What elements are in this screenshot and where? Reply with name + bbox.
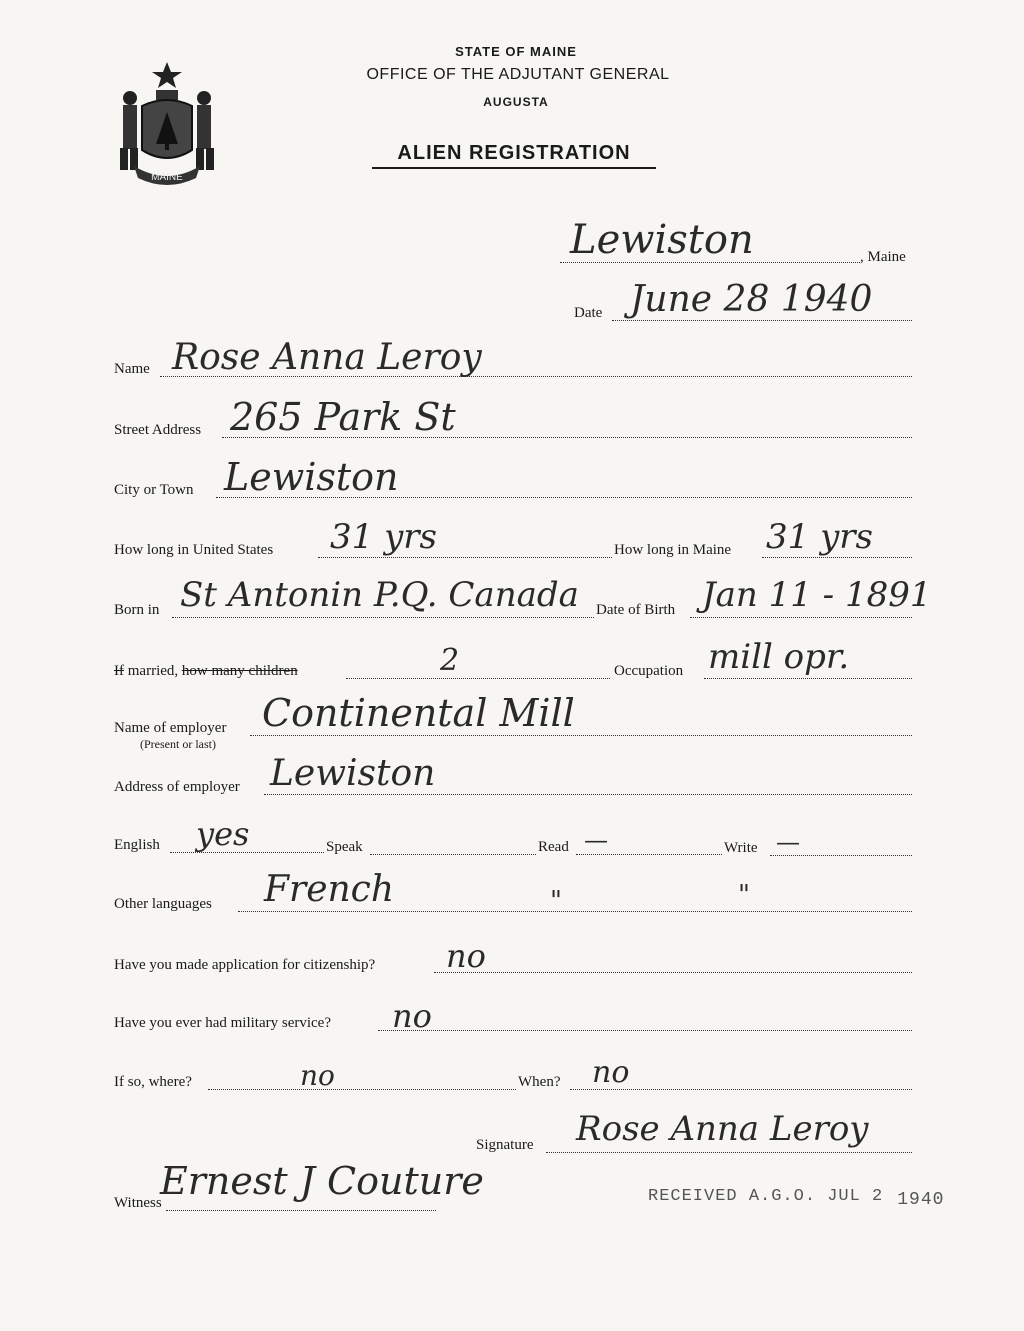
married-line xyxy=(346,678,610,679)
signature-line xyxy=(546,1152,912,1153)
us-value: 31 yrs xyxy=(330,517,437,557)
read-line xyxy=(576,854,722,855)
write-label: Write xyxy=(724,840,758,856)
married-label xyxy=(114,663,298,680)
place-suffix: , Maine xyxy=(860,249,906,265)
speak-label: Speak xyxy=(326,839,363,855)
occupation-value: mill opr. xyxy=(708,637,850,677)
read-value: — xyxy=(584,826,608,854)
employer-address-value: Lewiston xyxy=(270,753,436,794)
citizenship-line xyxy=(434,972,912,973)
dob-label: Date of Birth xyxy=(596,602,676,618)
employer-address-label: Address of employer xyxy=(114,779,240,795)
born-line xyxy=(172,617,594,618)
other-languages-line xyxy=(238,911,912,912)
employer-label: Name of employer xyxy=(114,720,227,736)
street-label: Street Address xyxy=(114,422,202,438)
military-line xyxy=(378,1030,912,1031)
write-value: — xyxy=(776,828,800,856)
header-state: STATE OF MAINE xyxy=(455,44,577,59)
born-label: Born in xyxy=(114,602,160,618)
witness-label: Witness xyxy=(114,1195,162,1211)
when-label: When? xyxy=(518,1074,561,1090)
title-underline xyxy=(372,167,656,169)
other-languages-read: " xyxy=(550,886,562,916)
other-languages-value: French xyxy=(264,869,395,910)
name-value: Rose Anna Leroy xyxy=(172,337,482,378)
date-value: June 28 1940 xyxy=(630,279,873,320)
received-stamp xyxy=(648,1186,945,1210)
city-value: Lewiston xyxy=(224,455,399,499)
where-line xyxy=(208,1089,516,1090)
other-languages-label: Other languages xyxy=(114,896,212,912)
maine-label: How long in Maine xyxy=(614,542,732,558)
employer-value: Continental Mill xyxy=(262,691,575,735)
married-value: 2 xyxy=(440,643,460,678)
us-line xyxy=(318,557,612,558)
read-label: Read xyxy=(538,839,569,855)
name-label: Name xyxy=(114,361,150,377)
where-value: no xyxy=(300,1059,335,1092)
place-value: Lewiston xyxy=(570,217,754,263)
signature-value: Rose Anna Leroy xyxy=(576,1109,869,1149)
street-value: 265 Park St xyxy=(230,395,456,439)
occupation-label: Occupation xyxy=(614,663,684,679)
date-label: Date xyxy=(574,305,603,321)
military-label: Have you ever had military service? xyxy=(114,1015,331,1031)
us-label: How long in United States xyxy=(114,542,274,558)
employer-line xyxy=(250,735,912,736)
svg-text:MAINE: MAINE xyxy=(151,172,183,183)
married-mid: married, xyxy=(124,663,182,679)
dob-line xyxy=(690,617,912,618)
witness-value: Ernest J Couture xyxy=(160,1159,484,1203)
born-value: St Antonin P.Q. Canada xyxy=(180,575,579,615)
maine-value: 31 yrs xyxy=(766,517,873,557)
citizenship-value: no xyxy=(446,937,486,975)
where-label: If so, where? xyxy=(114,1074,192,1090)
english-label: English xyxy=(114,837,160,853)
form-title: ALIEN REGISTRATION xyxy=(397,142,631,164)
military-value: no xyxy=(392,997,432,1035)
speak-line xyxy=(370,854,536,855)
witness-line xyxy=(166,1210,436,1211)
received-stamp-year: 1940 xyxy=(897,1190,945,1210)
header-office: OFFICE OF THE ADJUTANT GENERAL xyxy=(366,66,670,83)
date-line xyxy=(612,320,912,321)
maine-line xyxy=(762,557,912,558)
occupation-line xyxy=(704,678,912,679)
married-struck: how many children xyxy=(181,663,298,679)
married-if: If xyxy=(114,663,124,679)
when-value: no xyxy=(592,1055,630,1090)
employer-sublabel: (Present or last) xyxy=(140,737,216,751)
citizenship-label: Have you made application for citizenship? xyxy=(114,957,376,973)
city-label: City or Town xyxy=(114,482,194,498)
english-value: yes xyxy=(196,815,250,853)
signature-label: Signature xyxy=(476,1137,534,1153)
header-city: AUGUSTA xyxy=(483,95,549,109)
other-languages-write: " xyxy=(738,880,750,910)
received-stamp-text: RECEIVED A.G.O. JUL 2 xyxy=(648,1187,884,1206)
employer-address-line xyxy=(264,794,912,795)
dob-value: Jan 11 - 1891 xyxy=(702,575,932,615)
